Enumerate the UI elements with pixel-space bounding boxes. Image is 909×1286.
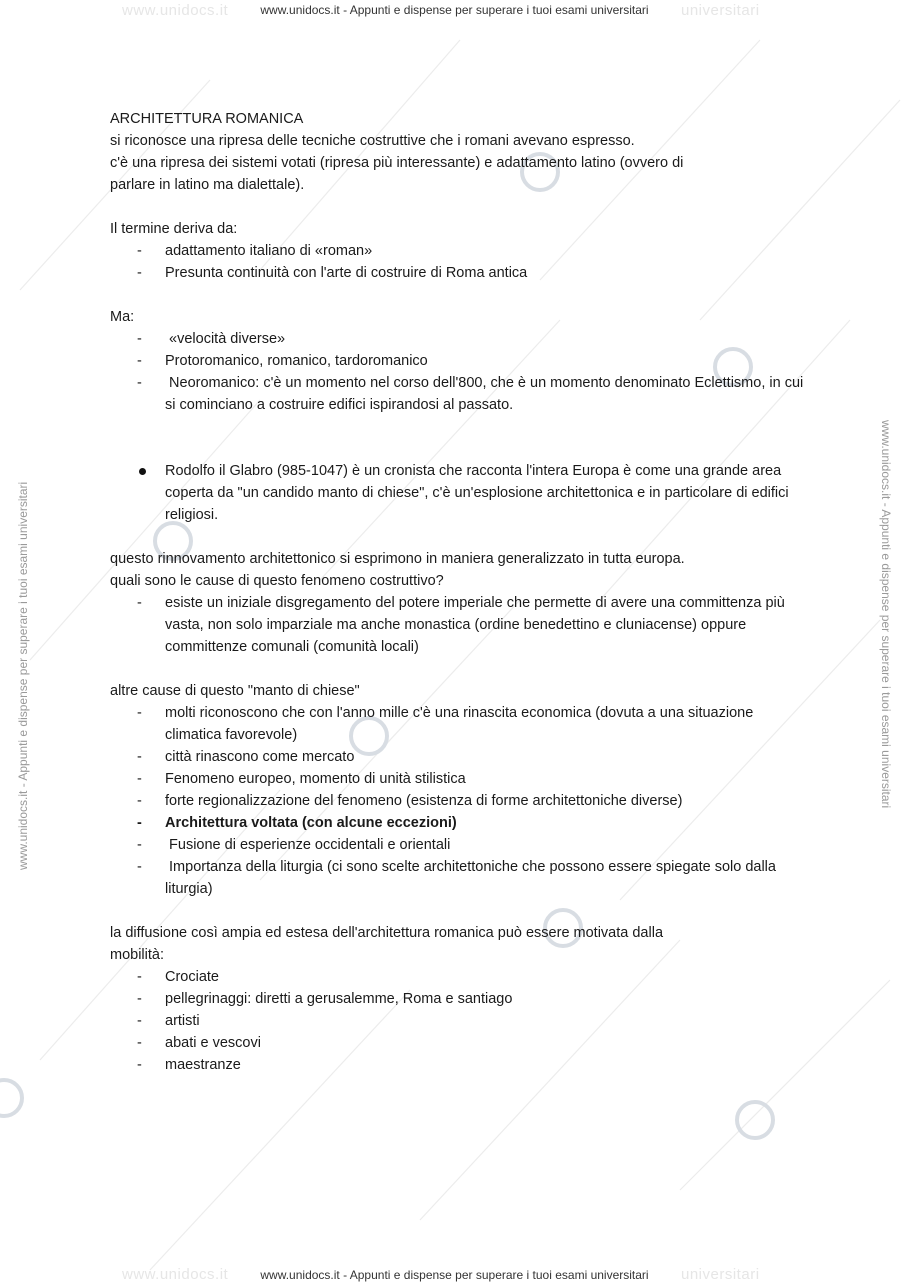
altre-list [110,702,810,900]
list-item: - abati e vescovi [110,1032,810,1054]
rinnovamento-line: questo rinnovamento architettonico si esprimono in maniera generalizzato in tutta europa. [110,551,685,567]
diffusione-line: la diffusione così ampia ed estesa dell'architettura romanica può essere motivata dalla [110,925,664,941]
intro-line: si riconosce una ripresa delle tecniche costruttive che i romani avevano espresso. [110,133,635,149]
list-item: - Fenomeno europeo, momento di unità stilistica [110,768,810,790]
intro-line: c'è una ripresa dei sistemi votati (ripresa più interessante) e adattamento latino (ovvero di [110,155,684,171]
intro-line: parlare in latino ma dialettale). [110,177,305,193]
list-item: - forte regionalizzazione del fenomeno (esistenza di forme architettoniche diverse) [110,790,810,812]
watermark-ghost-left: www.unidocs.it [122,2,229,19]
bullet-list [110,460,810,526]
list-item: - adattamento italiano di «roman» [110,240,810,262]
watermark-ghost-right-footer: universitari [681,1266,760,1283]
watermark-footer: www.unidocs.it - Appunti e dispense per superare i tuoi esami universitari [260,1268,649,1282]
watermark-side-left: www.unidocs.it - Appunti e dispense per superare i tuoi esami universitari [16,481,30,870]
list-item: - artisti [110,1010,810,1032]
list-item: - Importanza della liturgia (ci sono scelte architettoniche che possono essere spiegate solo dalla liturgia) [110,856,810,900]
list-item: Rodolfo il Glabro (985-1047) è un cronista che racconta l'intera Europa è come una grande area coperta da "un candido manto di chiese", c'è un'esplosione architettonica e in particolare di edifici religiosi. [110,460,810,526]
unidocs-logo-icon [0,1080,22,1116]
list-item: - Protoromanico, romanico, tardoromanico [110,350,810,372]
list-item: - esiste un iniziale disgregamento del potere imperiale che permette di avere una committenza più vasta, non solo imparziale ma anche monastica (ordine benedettino e cluniacense) oppure committenze comunali (comunità locali) [110,592,810,658]
cause-list [110,592,810,658]
watermark-ghost-right: universitari [681,2,760,19]
rinnovamento-line: quali sono le cause di questo fenomeno costruttivo? [110,573,444,589]
list-item: - Presunta continuità con l'arte di costruire di Roma antica [110,262,810,284]
watermark-ghost-left-footer: www.unidocs.it [122,1266,229,1283]
doc-title: ARCHITETTURA ROMANICA [110,111,304,127]
watermark-header: www.unidocs.it - Appunti e dispense per superare i tuoi esami universitari [260,3,649,17]
list-item: - Crociate [110,966,810,988]
termine-heading: Il termine deriva da: [110,221,238,237]
watermark-side-right: www.unidocs.it - Appunti e dispense per superare i tuoi esami universitari [879,420,893,809]
ma-list [110,328,810,416]
list-item: - pellegrinaggi: diretti a gerusalemme, Roma e santiago [110,988,810,1010]
list-item: - città rinascono come mercato [110,746,810,768]
termine-list [110,240,810,284]
list-item: - maestranze [110,1054,810,1076]
altre-heading: altre cause di questo "manto di chiese" [110,683,360,699]
list-item: - molti riconoscono che con l'anno mille c'è una rinascita economica (dovuta a una situazione climatica favorevole) [110,702,810,746]
diffusione-line: mobilità: [110,947,164,963]
list-item: - Architettura voltata (con alcune eccezioni) [110,812,810,834]
mobilita-list [110,966,810,1076]
list-item: - Neoromanico: c'è un momento nel corso dell'800, che è un momento denominato Eclettismo, in cui si cominciano a costruire edifici ispirandosi al passato. [110,372,810,416]
unidocs-logo-icon [737,1102,773,1138]
document-body [110,108,810,1076]
list-item: - «velocità diverse» [110,328,810,350]
ma-heading: Ma: [110,309,135,325]
list-item: - Fusione di esperienze occidentali e orientali [110,834,810,856]
